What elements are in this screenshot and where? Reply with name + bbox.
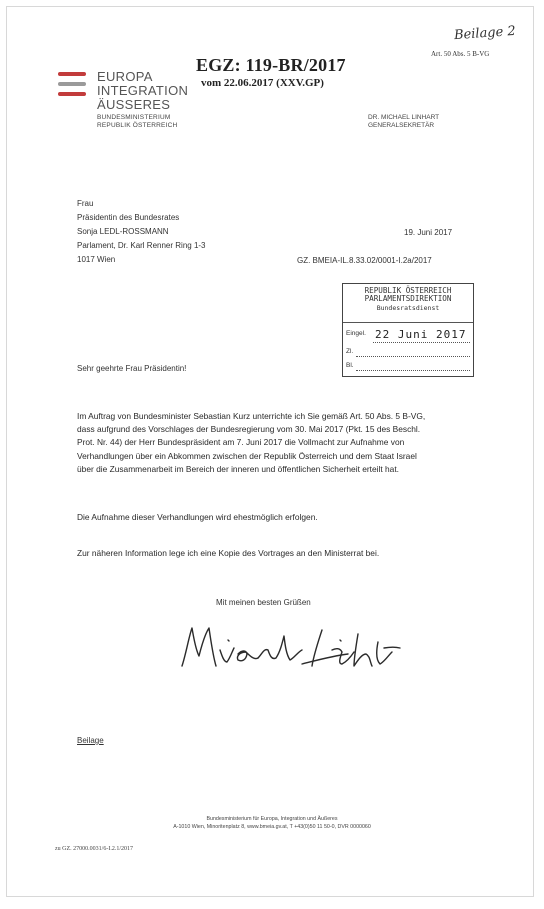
- handwritten-signature: [172, 614, 422, 676]
- sender-name: DR. MICHAEL LINHART: [368, 114, 440, 121]
- footer-line-2: A-1010 Wien, Minoritenplatz 8, www.bmeia.gv.at, T +43(0)50 11 50-0, DVR 0000060: [173, 824, 371, 830]
- stamp-divider: [343, 322, 473, 323]
- sender-title: GENERALSEKRETÄR: [368, 122, 435, 129]
- enclosure-label: Beilage: [77, 736, 104, 745]
- egz-date: vom 22.06.2017 (XXV.GP): [201, 77, 324, 89]
- stamp-label-eingel: Eingel.: [346, 330, 366, 337]
- logo-sub-republic: REPUBLIK ÖSTERREICH: [97, 122, 178, 129]
- ministry-logo-icon: [58, 72, 86, 102]
- footer-line-1: Bundesministerium für Europa, Integration und Äußeres: [206, 816, 338, 822]
- body-paragraph-1-line-5: über die Zusammenarbeit im Bereich der inneren und öffentlichen Sicherheit erteilt hat.: [77, 463, 399, 474]
- stamp-label-zl: Zl.: [346, 348, 354, 355]
- bottom-reference-note: zu GZ. 27000.0031/6-I.2.1/2017: [55, 846, 133, 852]
- stamp-date: 22 Juni 2017: [375, 328, 467, 341]
- closing-phrase: Mit meinen besten Grüßen: [216, 598, 311, 607]
- stamp-line-bl: [356, 370, 470, 371]
- letter-date: 19. Juni 2017: [404, 228, 453, 237]
- stamp-line-zl: [356, 356, 470, 357]
- body-paragraph-2: Die Aufnahme dieser Verhandlungen wird ehestmöglich erfolgen.: [77, 512, 318, 522]
- body-paragraph-1-line-4: Verhandlungen über ein Abkommen zwischen der Republik Österreich und dem Staat Israel: [77, 450, 417, 461]
- recipient-line-3: Sonja LEDL-ROSSMANN: [77, 227, 169, 236]
- recipient-line-5: 1017 Wien: [77, 255, 116, 264]
- recipient-line-4: Parlament, Dr. Karl Renner Ring 1-3: [77, 241, 206, 250]
- logo-line-integration: INTEGRATION: [97, 83, 189, 98]
- logo-sub-ministry: BUNDESMINISTERIUM: [97, 114, 171, 121]
- stamp-label-bl: Bl.: [346, 362, 354, 369]
- stamp-line-1: REPUBLIK ÖSTERREICH: [364, 286, 452, 295]
- body-paragraph-1-line-3: Prot. Nr. 44) der Herr Bundespräsident am 7. Juni 2017 die Vollmacht zur Aufnahme von: [77, 437, 405, 448]
- recipient-line-2: Präsidentin des Bundesrates: [77, 213, 180, 222]
- body-paragraph-1: [77, 410, 477, 476]
- body-paragraph-1-line-2: dass aufgrund des Vorschlages der Bundesregierung vom 30. Mai 2017 (Pkt. 15 des Beschl.: [77, 424, 421, 435]
- article-reference: Art. 50 Abs. 5 B-VG: [431, 50, 490, 58]
- body-paragraph-3: Zur näheren Information lege ich eine Kopie des Vortrages an den Ministerrat bei.: [77, 548, 380, 558]
- stamp-line-3: Bundesratsdienst: [376, 304, 440, 312]
- received-stamp: [342, 283, 474, 377]
- footer-address: [0, 815, 544, 831]
- logo-line-europa: EUROPA: [97, 69, 153, 84]
- stamp-line-eingel: [373, 342, 470, 343]
- logo-line-aeusseres: ÄUSSERES: [97, 97, 171, 112]
- recipient-line-1: Frau: [77, 199, 94, 208]
- stamp-line-2: PARLAMENTSDIREKTION: [364, 294, 452, 303]
- reference-gz: GZ. BMEIA-IL.8.33.02/0001-I.2a/2017: [297, 256, 432, 265]
- handwritten-annotation: Beilage 2: [453, 23, 517, 44]
- egz-number: EGZ: 119-BR/2017: [196, 55, 346, 75]
- body-paragraph-1-line-1: Im Auftrag von Bundesminister Sebastian Kurz unterrichte ich Sie gemäß Art. 50 Abs. 5 B-VG,: [77, 411, 426, 421]
- salutation: Sehr geehrte Frau Präsidentin!: [77, 364, 187, 373]
